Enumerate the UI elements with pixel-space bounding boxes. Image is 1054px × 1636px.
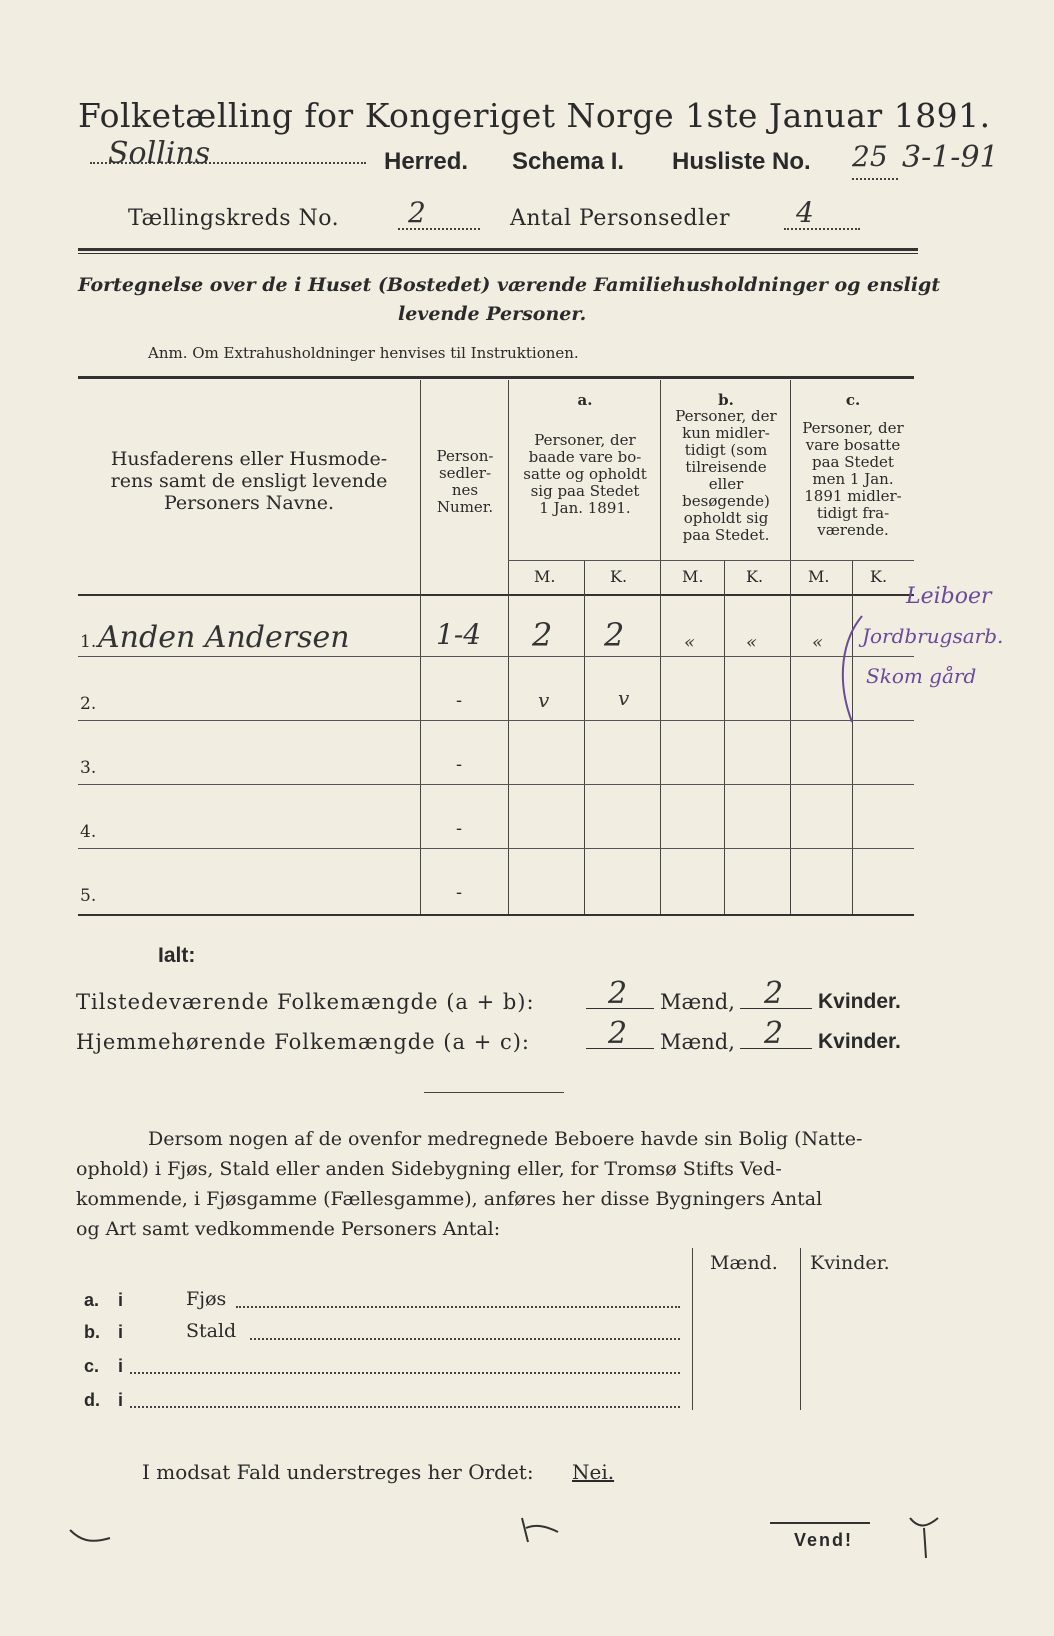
row-line-1 xyxy=(78,656,914,657)
margin-note-jordbrug: Jordbrugsarb. xyxy=(862,624,1004,648)
husliste-label: Husliste No. xyxy=(672,148,811,175)
tilstede-maend: Mænd, xyxy=(660,990,735,1014)
header-rule-top xyxy=(78,248,918,251)
row-1-c-m: « xyxy=(812,632,824,653)
taellingskreds-value: 2 xyxy=(408,196,426,229)
col-b-line-8: paa Stedet. xyxy=(682,526,770,544)
buildings-line-3: kommende, i Fjøsgamme (Fællesgamme), anføres her disse Bygningers Antal xyxy=(76,1188,823,1210)
col-a-letter: a. xyxy=(577,391,593,409)
col-num-line-4: Numer. xyxy=(436,498,494,516)
col-b-line-1: Personer, der xyxy=(675,407,777,425)
col-c-header xyxy=(792,420,914,539)
col-divider-4 xyxy=(790,380,791,914)
buildings-line-1: Dersom nogen af de ovenfor medregnede Beboere havde sin Bolig (Natte- xyxy=(148,1128,863,1150)
col-c-line-6: tidigt fra- xyxy=(816,504,890,522)
building-d-letter: d. xyxy=(84,1390,100,1410)
row-2-a-m: v xyxy=(538,688,550,712)
margin-note-skom: Skom gård xyxy=(866,664,977,688)
row-2-sedler: - xyxy=(456,690,463,711)
col-name-line-2: rens samt de ensligt levende xyxy=(110,470,388,492)
col-a-header xyxy=(510,432,660,517)
building-a-dots xyxy=(236,1306,680,1308)
pen-mark-center xyxy=(516,1514,566,1548)
date-note: 3-1-91 xyxy=(902,140,999,175)
taellingskreds-label: Tællingskreds No. xyxy=(128,206,340,231)
row-1-b-m: « xyxy=(684,632,696,653)
col-name-header xyxy=(84,448,414,514)
col-c-line-2: vare bosatte xyxy=(805,436,901,454)
a-m-label: M. xyxy=(534,567,556,586)
building-d-i: i xyxy=(118,1390,124,1410)
buildings-line-2: ophold) i Fjøs, Stald eller anden Sidebygning eller, for Tromsø Stifts Ved- xyxy=(76,1158,782,1180)
margin-note-leiboer: Leiboer xyxy=(906,584,992,609)
col-num-line-3: nes xyxy=(451,481,479,499)
col-b-line-5: eller xyxy=(708,475,744,493)
tilstede-m-value: 2 xyxy=(608,976,628,1011)
buildings-maend-header: Mænd. xyxy=(710,1252,778,1274)
row-1-a-k: 2 xyxy=(604,616,625,654)
building-b-i: i xyxy=(118,1322,124,1342)
row-1-a-m: 2 xyxy=(532,616,553,654)
pen-mark-left xyxy=(66,1524,116,1554)
c-k-label: K. xyxy=(870,567,888,586)
building-c-letter: c. xyxy=(84,1356,100,1376)
b-m-label: M. xyxy=(682,567,704,586)
building-a-letter: a. xyxy=(84,1290,100,1310)
col-c-line-4: men 1 Jan. xyxy=(812,470,894,488)
col-num-line-2: sedler- xyxy=(438,464,492,482)
row-2-a-k: v xyxy=(618,686,630,710)
col-divider-3 xyxy=(660,380,661,914)
separator-line xyxy=(424,1092,564,1093)
hjemme-m-value: 2 xyxy=(608,1016,628,1051)
buildings-divider-1 xyxy=(692,1248,693,1410)
row-1-b-k: « xyxy=(746,632,758,653)
col-b-line-2: kun midler- xyxy=(682,424,770,442)
modsat-text: I modsat Fald understreges her Ordet: xyxy=(142,1460,534,1484)
table-top-rule xyxy=(78,376,914,379)
building-b-label: Stald xyxy=(186,1320,237,1342)
hjemme-label: Hjemmehørende Folkemængde (a + c): xyxy=(76,1030,530,1054)
col-a-line-3: satte og opholdt xyxy=(523,465,647,483)
tilstede-k-value: 2 xyxy=(764,976,784,1011)
col-a-line-2: baade vare bo- xyxy=(528,448,642,466)
antal-label: Antal Personsedler xyxy=(510,206,731,231)
hjemme-k-value: 2 xyxy=(764,1016,784,1051)
col-a-line-5: 1 Jan. 1891. xyxy=(539,499,631,517)
building-a-label: Fjøs xyxy=(186,1288,227,1310)
col-num-header xyxy=(422,448,508,516)
col-a-line-4: sig paa Stedet xyxy=(530,482,640,500)
building-c-i: i xyxy=(118,1356,124,1376)
col-divider-a-mk xyxy=(584,560,585,914)
vend-rule xyxy=(770,1522,870,1524)
herred-label: Herred. xyxy=(384,148,469,175)
a-k-label: K. xyxy=(610,567,628,586)
col-a-line-1: Personer, der xyxy=(534,431,636,449)
pen-mark-right xyxy=(906,1514,946,1564)
ink-bracket-stroke xyxy=(832,610,872,730)
col-divider-2 xyxy=(508,380,509,914)
table-header-rule xyxy=(78,594,914,596)
row-3-number: 3. xyxy=(80,758,97,778)
schema-label: Schema I. xyxy=(512,148,625,175)
row-4-sedler: - xyxy=(456,818,463,839)
anm-note: Anm. Om Extrahusholdninger henvises til Instruktionen. xyxy=(148,344,579,362)
building-b-letter: b. xyxy=(84,1322,100,1342)
ialt-label: Ialt: xyxy=(158,944,196,967)
buildings-line-4: og Art samt vedkommende Personers Antal: xyxy=(76,1218,501,1240)
building-d-dots xyxy=(130,1406,680,1408)
row-3-sedler: - xyxy=(456,754,463,775)
b-k-label: K. xyxy=(746,567,764,586)
col-divider-1 xyxy=(420,380,421,914)
col-name-line-3: Personers Navne. xyxy=(163,492,334,514)
col-c-line-5: 1891 midler- xyxy=(804,487,902,505)
buildings-kvinder-header: Kvinder. xyxy=(810,1252,890,1274)
c-m-label: M. xyxy=(808,567,830,586)
building-c-dots xyxy=(130,1372,680,1374)
intro-line-2: levende Personer. xyxy=(398,303,587,325)
hjemme-maend: Mænd, xyxy=(660,1030,735,1054)
col-b-letter: b. xyxy=(718,391,734,409)
herred-value: Sollins xyxy=(108,136,211,171)
row-2-number: 2. xyxy=(80,694,97,714)
col-b-line-4: tilreisende xyxy=(685,458,767,476)
tilstede-label: Tilstedeværende Folkemængde (a + b): xyxy=(76,990,535,1014)
col-c-line-3: paa Stedet xyxy=(812,453,894,471)
col-c-line-7: værende. xyxy=(817,521,889,539)
vend-label: Vend! xyxy=(794,1530,854,1550)
row-1-name: Anden Andersen xyxy=(98,620,350,655)
col-b-line-6: besøgende) xyxy=(682,492,770,510)
row-5-sedler: - xyxy=(456,882,463,903)
building-b-dots xyxy=(250,1338,680,1340)
row-line-3 xyxy=(78,784,914,785)
husliste-value: 25 xyxy=(852,140,888,173)
tilstede-kvinder: Kvinder. xyxy=(818,990,901,1013)
col-b-line-7: opholdt sig xyxy=(683,509,769,527)
table-bottom-rule xyxy=(78,914,914,916)
col-b-header xyxy=(662,408,790,544)
header-rule-bottom xyxy=(78,253,918,254)
col-b-line-3: tidigt (som xyxy=(684,441,768,459)
row-line-4 xyxy=(78,848,914,849)
building-a-i: i xyxy=(118,1290,124,1310)
col-divider-b-mk xyxy=(724,560,725,914)
buildings-divider-2 xyxy=(800,1248,801,1410)
col-name-line-1: Husfaderens eller Husmode- xyxy=(110,448,388,470)
row-4-number: 4. xyxy=(80,822,97,842)
mk-header-line xyxy=(508,560,914,561)
col-c-letter: c. xyxy=(845,391,861,409)
row-line-2 xyxy=(78,720,914,721)
husliste-dots xyxy=(852,178,898,180)
row-1-number: 1. xyxy=(80,632,97,652)
antal-value: 4 xyxy=(796,196,814,229)
col-c-line-1: Personer, der xyxy=(802,419,904,437)
nei-word: Nei. xyxy=(572,1460,615,1484)
col-num-line-1: Person- xyxy=(436,447,494,465)
hjemme-kvinder: Kvinder. xyxy=(818,1030,901,1053)
intro-line-1: Fortegnelse over de i Huset (Bostedet) værende Familiehusholdninger og ensligt xyxy=(78,274,941,296)
row-5-number: 5. xyxy=(80,886,97,906)
row-1-sedler: 1-4 xyxy=(436,618,482,651)
form-title: Folketælling for Kongeriget Norge 1ste Januar 1891. xyxy=(78,96,991,135)
